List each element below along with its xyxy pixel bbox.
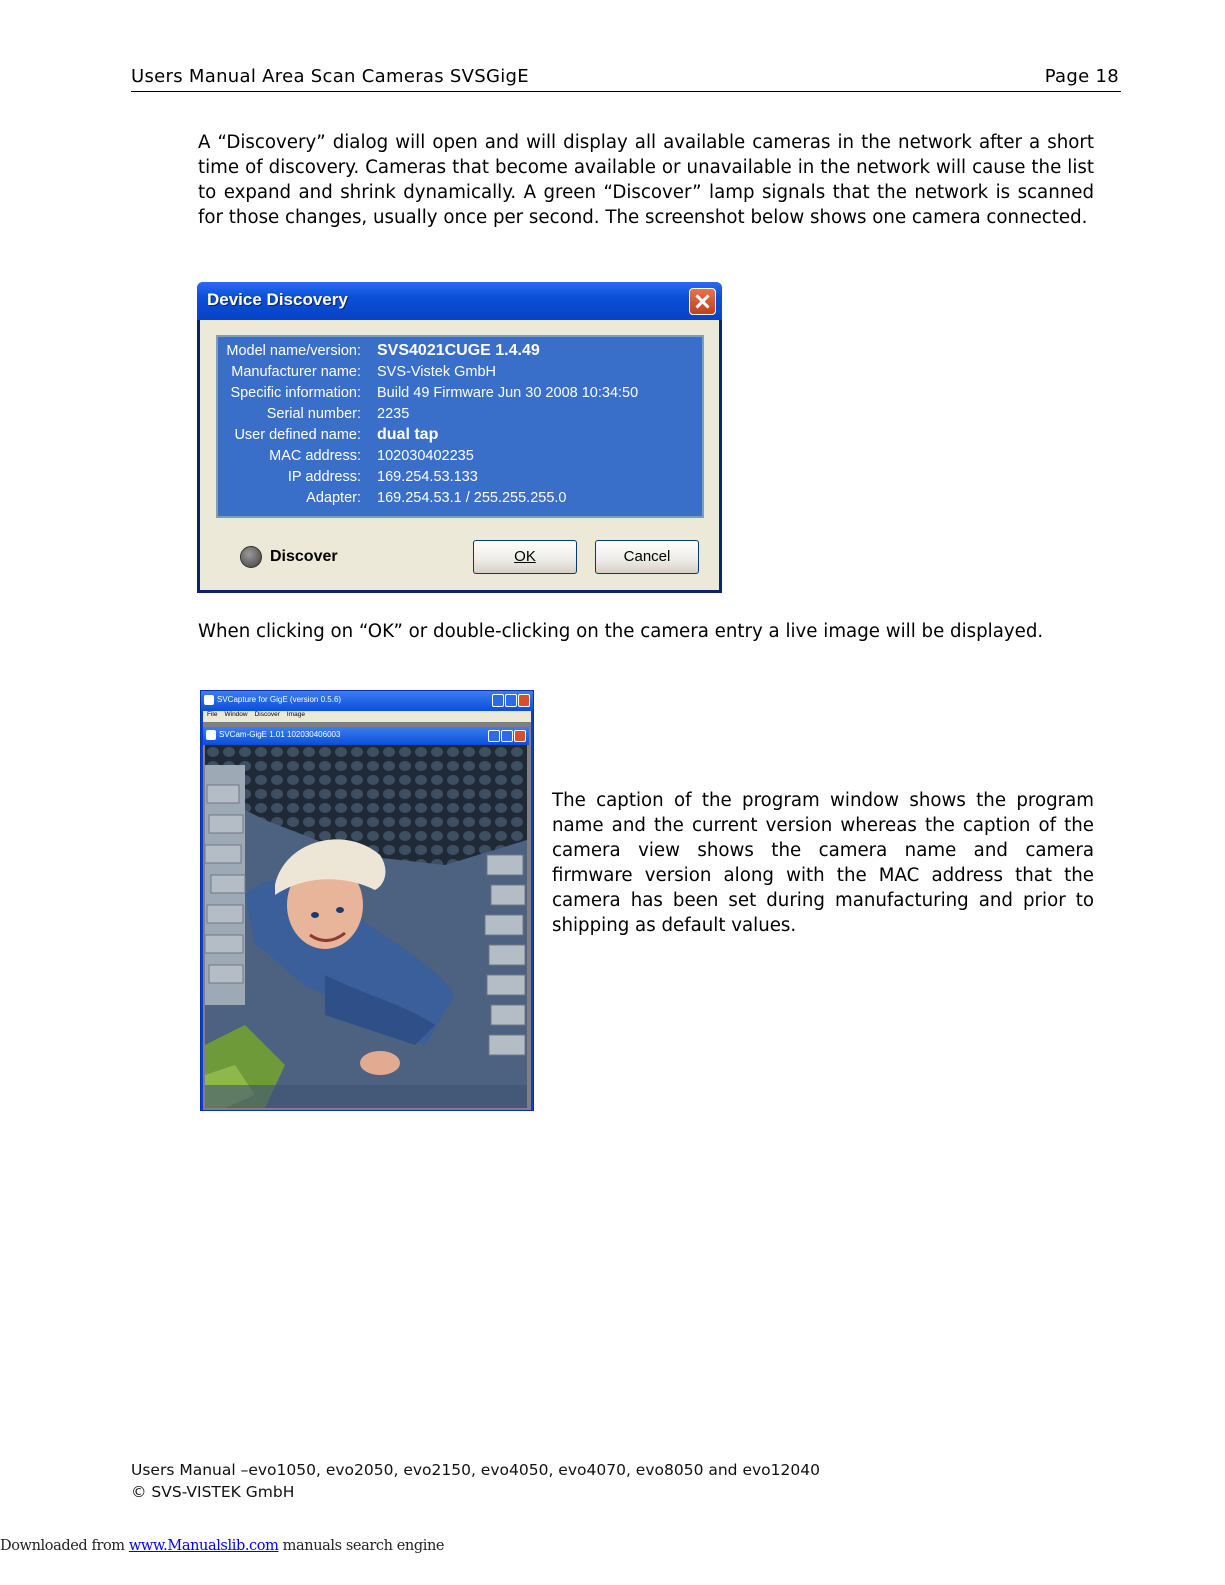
camera-window-buttons <box>488 730 526 742</box>
download-notice <box>0 1538 444 1554</box>
window-buttons <box>492 694 530 707</box>
adapter-row <box>218 490 688 511</box>
dialog-titlebar <box>197 282 722 320</box>
ok-button-label: OK <box>514 548 536 565</box>
app-titlebar <box>201 691 533 711</box>
discover-lamp-icon <box>240 546 262 568</box>
svcapture-window <box>200 690 534 1111</box>
adapter-value: 169.254.53.1 / 255.255.255.0 <box>377 490 567 506</box>
minimize-icon[interactable] <box>492 694 504 707</box>
app-icon <box>204 695 214 705</box>
user-name-label: User defined name: <box>234 427 361 443</box>
page-header <box>131 66 1121 92</box>
ip-label: IP address: <box>287 469 361 485</box>
intro-paragraph: A “Discovery” dialog will open and will display all available cameras in the network after a short time of discovery. Cameras that become available or unavailable in the network will cause the list to expand and shrink dynamically. A green “Discover” lamp signals that the network is scanned for those changes, usually once per second. The screenshot below shows one camera connected. <box>198 132 1094 228</box>
download-suffix: manuals search engine <box>278 1538 445 1554</box>
menu-window[interactable]: Window <box>224 711 248 718</box>
model-row <box>218 343 688 364</box>
dialog-client-area <box>200 320 719 590</box>
ok-paragraph: When clicking on “OK” or double-clicking on the camera entry a live image will be displayed. <box>198 621 1044 642</box>
device-discovery-dialog <box>197 282 722 593</box>
discover-label: Discover <box>270 548 338 565</box>
maximize-icon[interactable] <box>505 694 517 707</box>
close-icon[interactable] <box>518 694 530 707</box>
specific-info-value: Build 49 Firmware Jun 30 2008 10:34:50 <box>377 385 639 401</box>
adapter-label: Adapter: <box>306 490 361 506</box>
maximize-icon[interactable] <box>501 730 513 742</box>
page-footer <box>131 1459 820 1503</box>
mdi-area <box>203 722 531 1110</box>
dialog-title: Device Discovery <box>207 290 348 309</box>
manualslib-link[interactable]: www.Manualslib.com <box>128 1538 279 1554</box>
footer-line-2: © SVS-VISTEK GmbH <box>131 1483 295 1501</box>
ip-row <box>218 469 688 490</box>
manufacturer-row <box>218 364 688 385</box>
live-image <box>205 745 527 1108</box>
mac-row <box>218 448 688 469</box>
model-value: SVS4021CUGE 1.4.49 <box>377 342 540 359</box>
footer-line-1: Users Manual –evo1050, evo2050, evo2150, evo4050, evo4070, evo8050 and evo12040 <box>131 1461 820 1479</box>
page-number: Page 18 <box>1044 66 1119 87</box>
menu-bar <box>203 711 531 722</box>
minimize-icon[interactable] <box>488 730 500 742</box>
cancel-button[interactable] <box>595 540 699 574</box>
header-title: Users Manual Area Scan Cameras SVSGigE <box>131 66 529 87</box>
cancel-button-label: Cancel <box>623 548 671 565</box>
model-label: Model name/version: <box>226 343 361 359</box>
specific-info-label: Specific information: <box>230 385 361 401</box>
menu-file[interactable]: File <box>207 711 218 718</box>
manufacturer-value: SVS-Vistek GmbH <box>377 364 496 380</box>
caption-paragraph: The caption of the program window shows the program name and the current version whereas the caption of the camera view shows the camera name and camera firmware version along with the MAC address that the camera has been set during manufacturing and prior to shipping as default values. <box>552 790 1094 936</box>
menu-discover[interactable]: Discover <box>254 711 280 718</box>
camera-view-icon <box>206 730 216 740</box>
serial-label: Serial number: <box>266 406 361 422</box>
serial-value: 2235 <box>377 406 410 422</box>
download-prefix: Downloaded from <box>0 1538 129 1554</box>
close-icon[interactable] <box>689 288 716 315</box>
ip-value: 169.254.53.133 <box>377 469 478 485</box>
ok-button[interactable] <box>473 540 577 574</box>
live-image-photo <box>205 745 527 1108</box>
camera-view-titlebar <box>203 727 529 745</box>
close-icon[interactable] <box>514 730 526 742</box>
serial-row <box>218 406 688 427</box>
mac-label: MAC address: <box>269 448 361 464</box>
app-title: SVCapture for GigE (version 0.5.6) <box>217 695 342 704</box>
camera-list-entry[interactable] <box>216 335 704 518</box>
menu-image[interactable]: Image <box>286 711 305 718</box>
specific-info-row <box>218 385 688 406</box>
user-name-value: dual tap <box>377 426 439 443</box>
user-name-row <box>218 427 688 448</box>
manufacturer-label: Manufacturer name: <box>231 364 361 380</box>
camera-view-title: SVCam-GigE 1.01 102030406003 <box>219 730 341 739</box>
mac-value: 102030402235 <box>377 448 474 464</box>
